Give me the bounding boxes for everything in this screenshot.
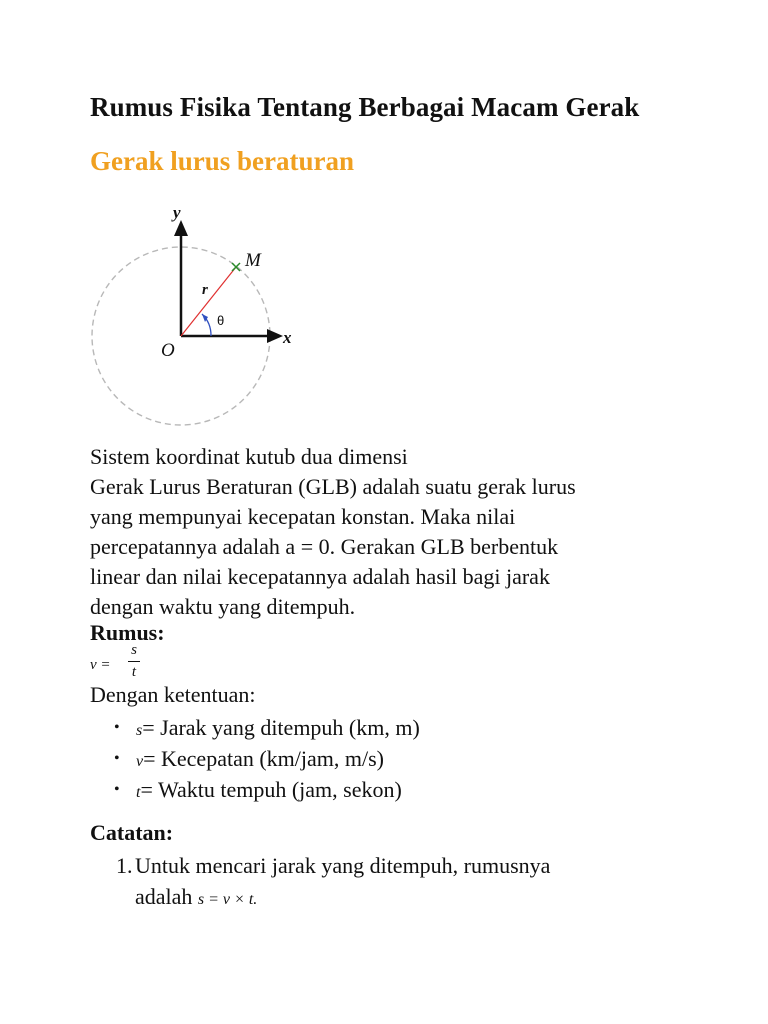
paragraph-line: linear dan nilai kecepatannya adalah hasil bagi jarak: [90, 564, 550, 589]
note-item: [135, 850, 550, 915]
note-prefix: adalah: [135, 884, 198, 909]
formula-denominator: t: [131, 664, 137, 680]
x-axis-label: x: [283, 328, 292, 347]
paragraph-line: Gerak Lurus Beraturan (GLB) adalah suatu gerak lurus: [90, 474, 576, 499]
list-item: [90, 774, 420, 805]
polar-coordinate-figure: [85, 196, 305, 436]
variable-description: = Kecepatan (km/jam, m/s): [143, 746, 384, 771]
body-paragraph: [90, 472, 670, 622]
point-label: M: [245, 250, 261, 271]
paragraph-line: yang mempunyai kecepatan konstan. Maka nilai: [90, 504, 516, 529]
variable-description: = Waktu tempuh (jam, sekon): [140, 777, 402, 802]
page-title: Rumus Fisika Tentang Berbagai Macam Gerak: [90, 92, 640, 122]
list-item: [90, 743, 420, 774]
inline-formula: s = v × t.: [197, 891, 258, 908]
origin-label: O: [161, 340, 175, 361]
variable-symbol: t: [136, 784, 141, 801]
formula-fraction: [128, 642, 140, 681]
radius-label: r: [202, 282, 208, 298]
y-axis-label: y: [173, 203, 181, 222]
polar-diagram: [85, 196, 305, 436]
bullet-icon: •: [114, 750, 120, 767]
formula-numerator: s: [131, 642, 137, 658]
paragraph-line: dengan waktu yang ditempuh.: [90, 594, 356, 619]
bullet-icon: •: [114, 719, 120, 736]
rumus-label: Rumus:: [90, 620, 165, 645]
radius-line: [181, 267, 236, 336]
variable-description: = Jarak yang ditempuh (km, m): [142, 715, 420, 740]
note-line: [135, 881, 550, 915]
ketentuan-label: Dengan ketentuan:: [90, 682, 256, 707]
x-axis-arrow-icon: [267, 329, 283, 343]
variable-symbol: v: [136, 753, 144, 770]
list-number: 1.: [116, 853, 133, 878]
variable-symbol: s: [136, 722, 143, 739]
formula-lhs: v =: [90, 657, 111, 673]
section-heading: Gerak lurus beraturan: [90, 146, 355, 176]
bullet-icon: •: [114, 781, 120, 798]
list-item: [90, 712, 420, 743]
y-axis-arrow-icon: [174, 220, 188, 236]
note-line: Untuk mencari jarak yang ditempuh, rumusnya: [135, 853, 551, 878]
figure-caption: Sistem koordinat kutub dua dimensi: [90, 444, 408, 469]
angle-label: θ: [217, 313, 225, 328]
catatan-label: Catatan:: [90, 820, 174, 845]
variable-list: [90, 712, 420, 805]
fraction-bar: [128, 661, 140, 662]
paragraph-line: percepatannya adalah a = 0. Gerakan GLB berbentuk: [90, 534, 559, 559]
